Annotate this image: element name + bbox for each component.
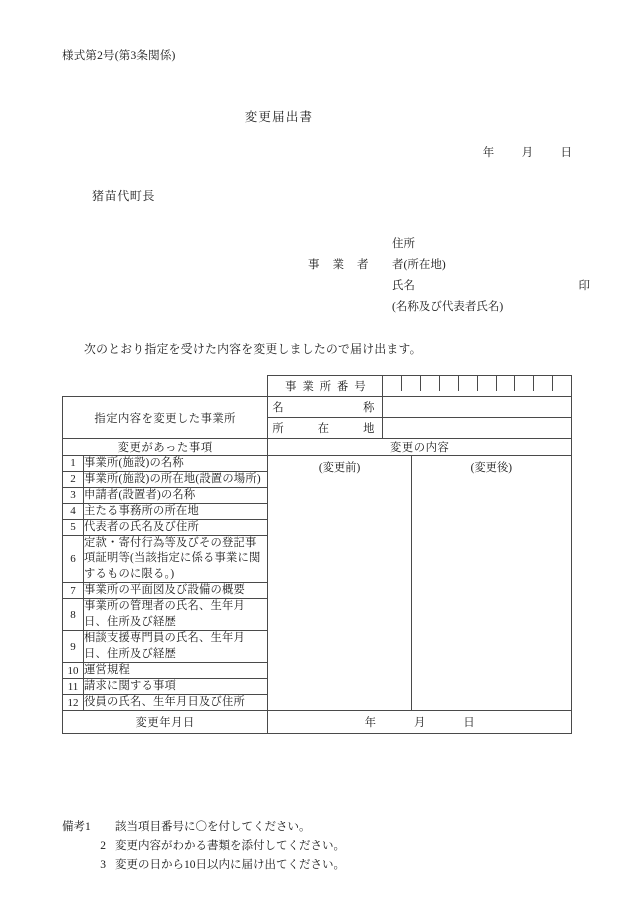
remark-note [62, 837, 345, 856]
facility-address-label [268, 418, 382, 438]
table-section-header-row [63, 439, 572, 456]
item-number: 2 [63, 471, 84, 487]
applicant-address-row [300, 235, 590, 256]
col-header-changed-items: 変更があった事項 [63, 439, 268, 456]
facility-address-label-char: 所 [272, 423, 284, 435]
remarks-block [62, 818, 345, 875]
before-column[interactable] [268, 456, 411, 711]
item-number: 4 [63, 503, 84, 519]
applicant-name-label: 氏名 [392, 280, 415, 292]
item-label: 請求に関する事項 [84, 679, 268, 695]
item-number: 1 [63, 456, 84, 472]
applicant-name-row [300, 277, 590, 298]
lead-sentence: 次のとおり指定を受けた内容を変更しましたので届け出ます。 [84, 342, 422, 356]
facility-address-label-char: 地 [363, 423, 375, 435]
item-number: 11 [63, 679, 84, 695]
item-number: 5 [63, 519, 84, 535]
item-number: 3 [63, 487, 84, 503]
item-label: 相談支援専門員の氏名、生年月日、住所及び経歴 [84, 631, 268, 663]
office-number-box[interactable] [477, 376, 496, 391]
item-label: 役員の氏名、生年月日及び住所 [84, 695, 268, 711]
applicant-name-note: (名称及び代表者氏名) [392, 301, 504, 313]
office-number-box[interactable] [383, 376, 401, 391]
item-label: 事業所(施設)の所在地(設置の場所) [84, 471, 268, 487]
col-header-change-content: 変更の内容 [268, 439, 572, 456]
applicant-name-note-row [300, 298, 590, 319]
item-label: 事業所の管理者の氏名、生年月日、住所及び経歴 [84, 599, 268, 631]
form-number: 様式第2号(第3条関係) [62, 50, 176, 62]
item-number: 12 [63, 695, 84, 711]
remark-index: 3 [100, 858, 106, 871]
office-number-box[interactable] [496, 376, 515, 391]
item-label: 運営規程 [84, 663, 268, 679]
remark-text: 変更の日から10日以内に届け出てください。 [115, 858, 345, 871]
change-form-table [62, 375, 572, 734]
office-number-row [63, 376, 572, 397]
item-number: 10 [63, 663, 84, 679]
facility-address-cell [268, 418, 572, 439]
applicant-block [300, 235, 590, 319]
col-header-before: (変更前) [318, 462, 361, 474]
applicant-address-label: 住所 [392, 238, 415, 250]
applicant-group-label: 事業者 [308, 259, 382, 271]
facility-name-label [268, 397, 382, 417]
remark-note [62, 818, 345, 837]
office-number-label: 事業所番号 [285, 381, 372, 393]
change-date-month-label: 月 [414, 717, 426, 730]
item-label: 事業所の平面図及び設備の概要 [84, 583, 268, 599]
remark-text: 変更内容がわかる書類を添付してください。 [115, 839, 345, 852]
change-date-fields [268, 711, 571, 733]
facility-address-value[interactable] [383, 418, 571, 438]
change-form-table-wrapper [62, 375, 572, 734]
facility-address-label-char: 在 [317, 423, 330, 435]
facility-name-cell [268, 397, 572, 418]
item-number: 6 [63, 535, 84, 583]
remark-index: 2 [100, 839, 106, 852]
item-number: 7 [63, 583, 84, 599]
office-number-cell [268, 376, 572, 397]
change-date-day-label: 日 [463, 717, 475, 730]
after-column[interactable] [411, 456, 571, 711]
item-label: 事業所(施設)の名称 [84, 456, 268, 472]
facility-name-value[interactable] [383, 397, 571, 417]
item-number: 9 [63, 631, 84, 663]
office-number-spacer [63, 376, 268, 397]
facility-block-label: 指定内容を変更した事業所 [63, 397, 268, 439]
item-label: 定款・寄付行為等及びその登記事項証明等(当該指定に係る事業に関するものに限る。) [84, 535, 268, 583]
item-label: 代表者の氏名及び住所 [84, 519, 268, 535]
change-date-year-label: 年 [364, 717, 377, 730]
item-label: 申請者(設置者)の名称 [84, 487, 268, 503]
office-number-box[interactable] [458, 376, 477, 391]
remark-text: 該当項目番号に〇を付してください。 [115, 821, 311, 833]
office-number-box[interactable] [514, 376, 533, 391]
office-number-box[interactable] [533, 376, 552, 391]
office-number-box[interactable] [401, 376, 420, 391]
remark-note [62, 856, 345, 875]
date-day-label: 日 [560, 147, 572, 159]
change-date-row [63, 711, 572, 734]
office-number-box[interactable] [552, 376, 571, 391]
item-number: 8 [63, 599, 84, 631]
facility-name-label-char: 名 [272, 402, 284, 414]
recipient-name: 猪苗代町長 [92, 189, 156, 203]
applicant-business-row [300, 256, 590, 277]
facility-name-label-char: 称 [363, 402, 375, 414]
change-date-value-cell[interactable] [268, 711, 572, 734]
office-number-boxes [383, 376, 571, 396]
facility-name-row [63, 397, 572, 418]
date-month-label: 月 [521, 147, 534, 159]
office-number-box[interactable] [420, 376, 439, 391]
change-date-label: 変更年月日 [63, 711, 268, 734]
applicant-address-sub-label: 者(所在地) [392, 259, 446, 271]
item-label: 主たる事務所の所在地 [84, 503, 268, 519]
submission-date-line [483, 144, 572, 160]
col-header-after: (変更後) [470, 462, 513, 474]
seal-label: 印 [578, 280, 590, 292]
date-year-label: 年 [482, 147, 495, 159]
page-title: 変更届出書 [244, 110, 314, 124]
office-number-box[interactable] [439, 376, 458, 391]
remark-index: 備考1 [62, 821, 91, 833]
table-row [63, 456, 572, 472]
